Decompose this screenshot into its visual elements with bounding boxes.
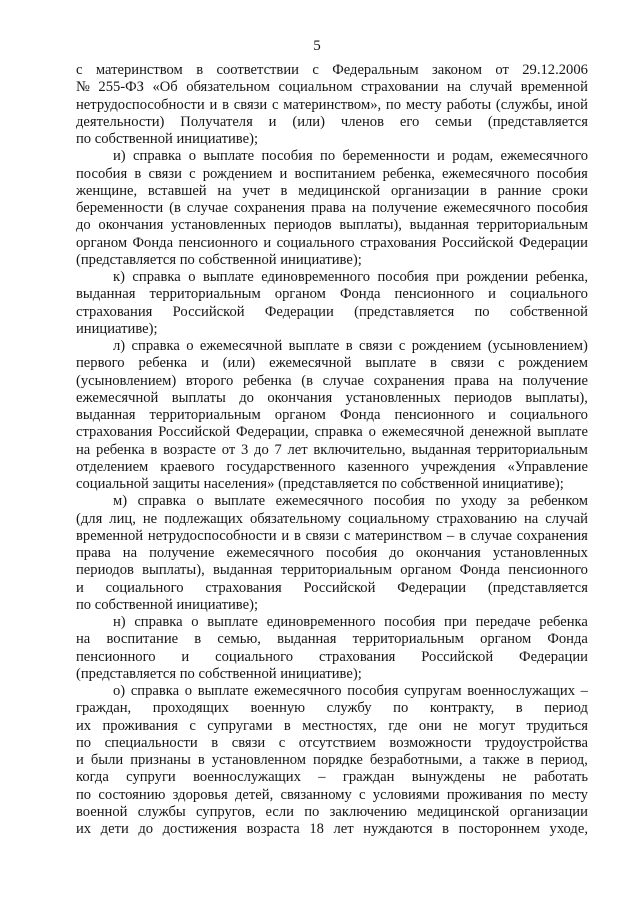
- page-number: 5: [313, 38, 321, 54]
- text-line: н) справка о выплате единовременного пособия при передаче ребенка: [113, 614, 588, 630]
- text-line: с материнством в соответствии с Федеральным законом от 29.12.2006: [76, 62, 588, 78]
- text-line: по собственной инициативе);: [76, 131, 259, 147]
- text-line: граждан, проходящих военную службу по контракту, в период: [76, 700, 588, 717]
- text-line: на воспитание в семью, выданная территориальным органом Фонда: [76, 631, 588, 648]
- text-line: социальной защиты населения» (представляется по собственной инициативе);: [76, 476, 564, 492]
- text-line: их проживания с супругами в местностях, где они не могут трудиться: [76, 717, 588, 734]
- text-line: страхования Российской Федерации, справка о ежемесячной денежной выплате: [76, 424, 588, 441]
- text-line: по собственной инициативе);: [76, 596, 259, 613]
- text-line: (представляется по собственной инициативе);: [76, 251, 362, 268]
- text-line: и были признаны в установленном порядке безработными, а также в период,: [76, 752, 588, 768]
- text-line: (усыновлением) второго ребенка (в случае сохранения права на получение: [76, 372, 588, 389]
- text-line: пособия в связи с рождением и воспитанием ребенка, ежемесячного пособия: [76, 165, 588, 182]
- text-line: первого ребенка и (или) ежемесячной выплате в связи с рождением: [76, 355, 588, 372]
- text-line: военной службы супругов, если по заключению медицинской организации: [76, 803, 588, 820]
- text-line: и социального страхования Российской Федерации (представляется: [76, 579, 588, 596]
- text-line: когда супруги военнослужащих – граждан вынуждены не работать: [76, 769, 588, 786]
- text-line: о) справка о выплате ежемесячного пособия супругам военнослужащих –: [113, 683, 588, 699]
- text-line: № 255-ФЗ «Об обязательном социальном страховании на случай временной: [76, 79, 588, 96]
- text-line: на ребенка в возрасте от 3 до 7 лет включительно, выданная территориальным: [76, 441, 588, 458]
- text-line: выданная территориальным органом Фонда пенсионного и социального: [76, 286, 588, 303]
- text-line: ежемесячной выплаты до окончания установленных периодов выплаты),: [76, 389, 588, 406]
- text-line: л) справка о ежемесячной выплате в связи с рождением (усыновлением): [113, 338, 588, 354]
- text-line: периодов выплаты), выданная территориальным органом Фонда пенсионного: [76, 562, 588, 579]
- text-line: м) справка о выплате ежемесячного пособия по уходу за ребенком: [113, 493, 588, 510]
- document-body: [76, 62, 588, 838]
- text-line: (представляется по собственной инициативе);: [76, 665, 362, 682]
- text-line: права на получение ежемесячного пособия до окончания установленных: [76, 545, 588, 561]
- text-line: и) справка о выплате пособия по беременности и родам, ежемесячного: [113, 148, 588, 165]
- text-line: отделением краевого государственного казенного учреждения «Управление: [76, 458, 588, 475]
- text-line: их дети до достижения возраста 18 лет нуждаются в постороннем уходе,: [76, 821, 588, 837]
- text-line: органом Фонда пенсионного и социального страхования Российской Федерации: [76, 234, 588, 251]
- text-line: страхования Российской Федерации (представляется по собственной: [76, 303, 588, 320]
- text-line: пенсионного и социального страхования Российской Федерации: [76, 648, 588, 665]
- text-line: беременности (в случае сохранения права на получение ежемесячного пособия: [76, 200, 588, 216]
- text-line: по состоянию здоровья детей, связанному с условиями проживания по месту: [76, 786, 588, 803]
- text-line: нетрудоспособности и в связи с материнством», по месту работы (службы, иной: [76, 96, 588, 113]
- text-line: выданная территориальным органом Фонда пенсионного и социального: [76, 407, 588, 423]
- text-line: до окончания установленных периодов выплаты), выданная территориальным: [76, 217, 588, 234]
- text-line: временной нетрудоспособности и в связи с материнством – в случае сохранения: [76, 527, 588, 544]
- text-line: женщине, вставшей на учет в медицинской организации в ранние сроки: [76, 182, 588, 199]
- text-line: инициативе);: [76, 320, 158, 337]
- text-line: к) справка о выплате единовременного пособия при рождении ребенка,: [113, 269, 588, 285]
- text-line: по специальности в связи с отсутствием возможности трудоустройства: [76, 734, 588, 751]
- text-line: деятельности) Получателя и (или) членов его семьи (представляется: [76, 113, 588, 130]
- text-line: (для лиц, не подлежащих обязательному социальному страхованию на случай: [76, 510, 588, 527]
